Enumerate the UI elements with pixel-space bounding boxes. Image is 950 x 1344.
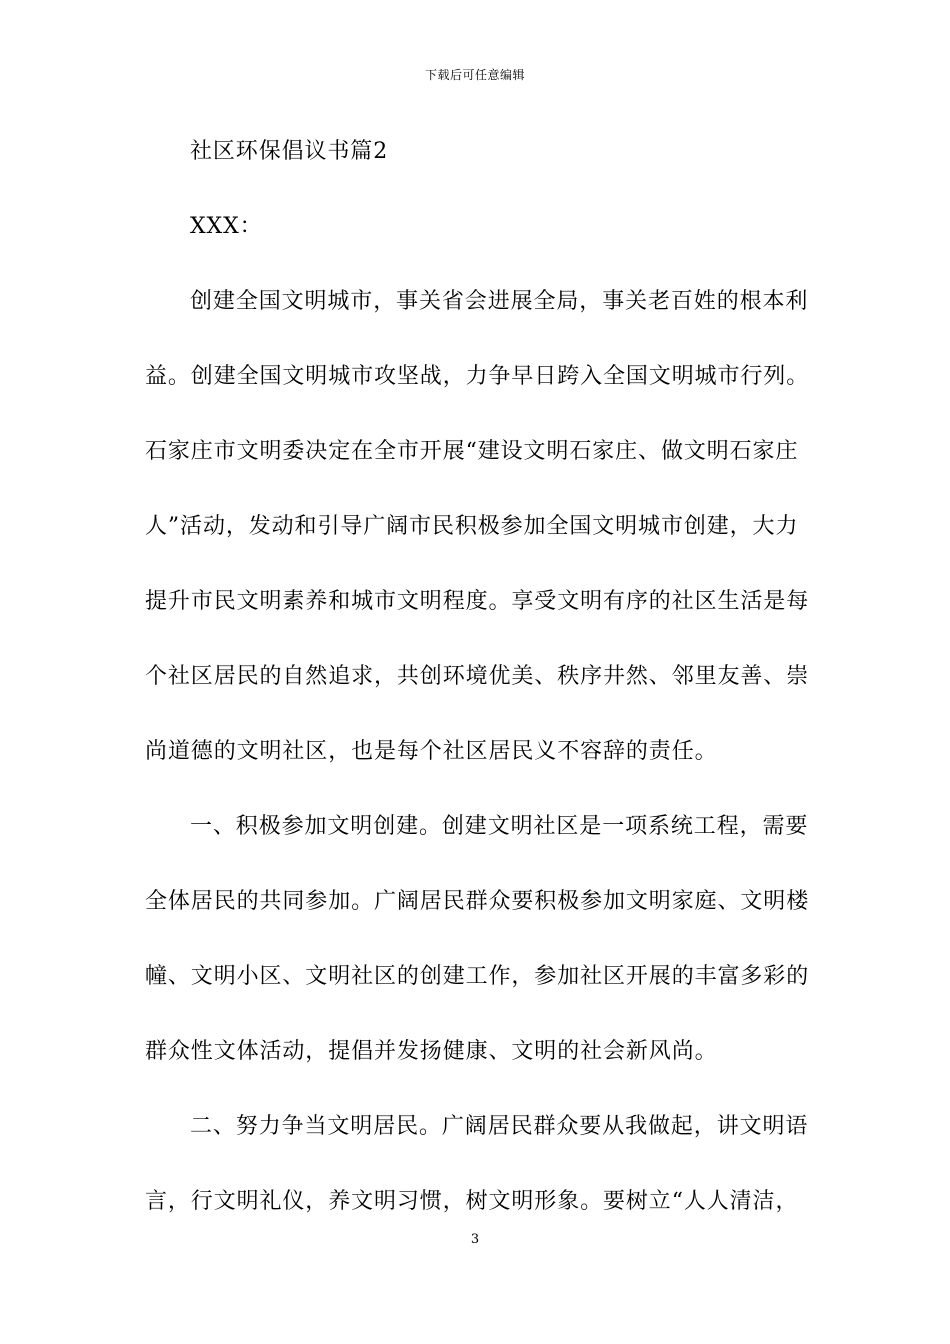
paragraph-line: 幢、文明小区、文明社区的创建工作，参加社区开展的丰富多彩的 xyxy=(145,964,810,989)
salutation: XXX： xyxy=(190,214,263,239)
paragraph-line: 全体居民的共同参加。广阔居民群众要积极参加文明家庭、文明楼 xyxy=(145,889,810,914)
page-header: 下载后可任意编辑 xyxy=(424,68,525,82)
paragraph-line: 一、积极参加文明创建。创建文明社区是一项系统工程，需要 xyxy=(190,814,809,839)
paragraph-line: 提升市民文明素养和城市文明程度。享受文明有序的社区生活是每 xyxy=(145,589,810,614)
document-title: 社区环保倡议书篇2 xyxy=(190,139,389,164)
paragraph-line: 二、努力争当文明居民。广阔居民群众要从我做起，讲文明语 xyxy=(190,1114,809,1139)
paragraph-line: 尚道德的文明社区，也是每个社区居民义不容辞的责任。 xyxy=(145,739,718,764)
paragraph-line: 言，行文明礼仪，养文明习惯，树文明形象。要树立“人人清洁， xyxy=(145,1189,799,1214)
paragraph-line: 群众性文体活动，提倡并发扬健康、文明的社会新风尚。 xyxy=(145,1039,718,1064)
paragraph-line: 人”活动，发动和引导广阔市民积极参加全国文明城市创建，大力 xyxy=(145,514,799,539)
paragraph-line: 益。创建全国文明城市攻坚战，力争早日跨入全国文明城市行列。 xyxy=(145,364,810,389)
paragraph-line: 个社区居民的自然追求，共创环境优美、秩序井然、邻里友善、崇 xyxy=(145,664,810,689)
paragraph-line: 石家庄市文明委决定在全市开展“建设文明石家庄、做文明石家庄 xyxy=(145,439,799,464)
page-number: 3 xyxy=(470,1232,480,1247)
paragraph-line: 创建全国文明城市，事关省会进展全局，事关老百姓的根本利 xyxy=(190,289,809,314)
